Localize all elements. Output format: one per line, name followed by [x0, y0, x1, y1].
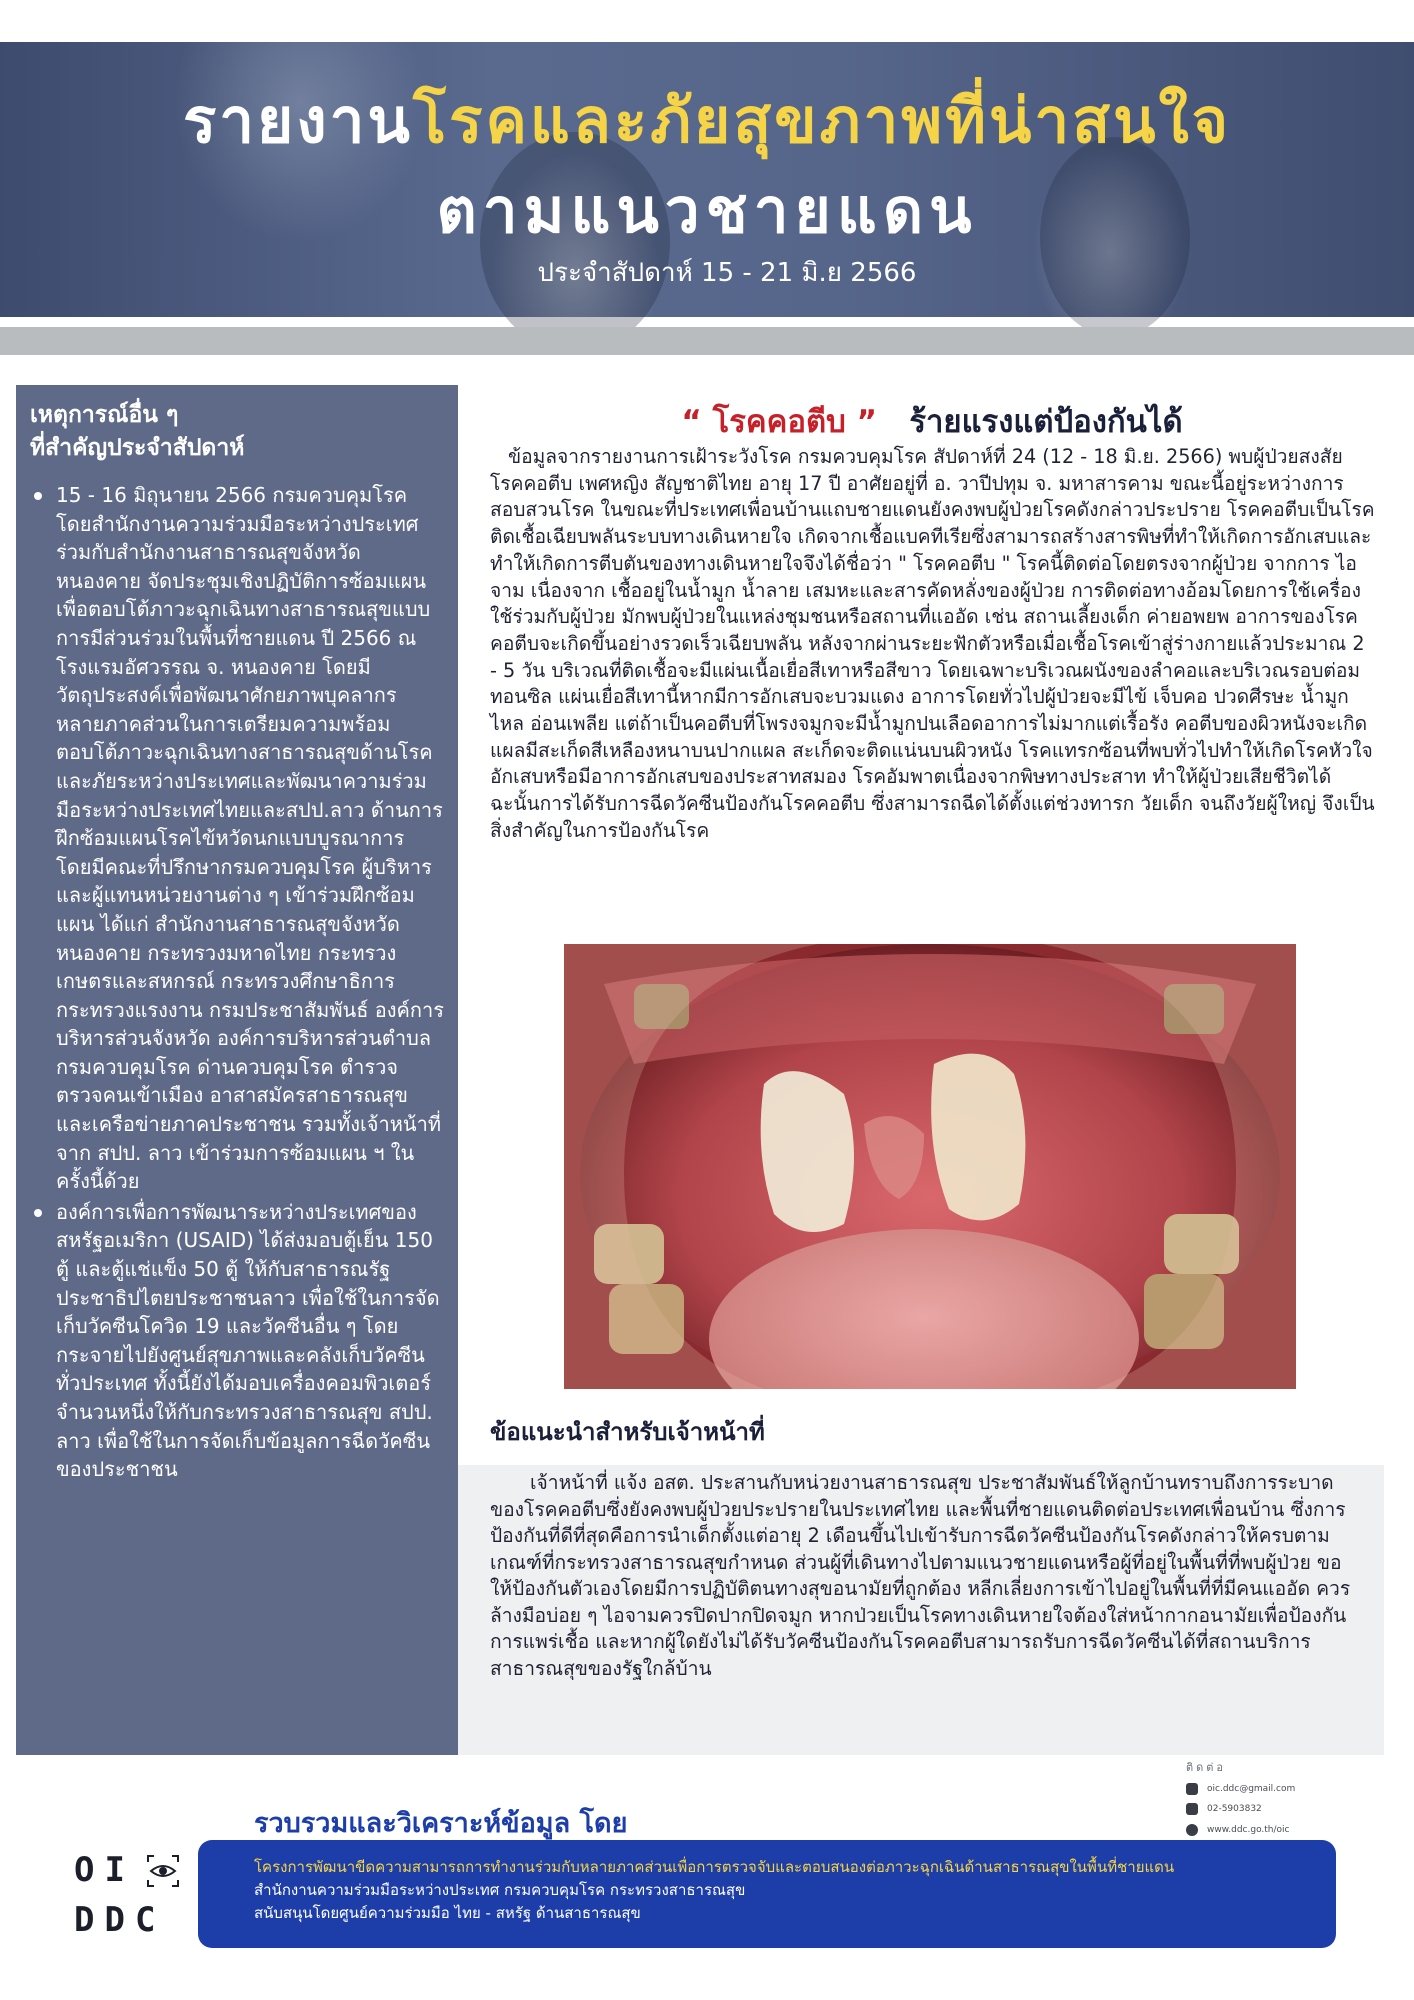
- article-title-tagline: ร้ายแรงแต่ป้องกันได้: [909, 404, 1183, 440]
- header-divider: [0, 327, 1414, 355]
- article-title: [492, 396, 1372, 446]
- compiled-by-heading: รวบรวมและวิเคราะห์ข้อมูล โดย: [254, 1808, 628, 1839]
- contact-email[interactable]: [1186, 1783, 1295, 1795]
- sidebar-title: [30, 399, 444, 465]
- event-item: องค์การเพื่อการพัฒนาระหว่างประเทศของสหรัฐอเมริกา (USAID) ได้ส่งมอบตู้เย็น 150 ตู้ และตู้แช่แข็ง 50 ตู้ ให้กับสาธารณรัฐประชาธิปไตยประชาชนลาว เพื่อใช้ในการจัดเก็บวัคซีนโควิด 19 และวัคซีนอื่น ๆ โดยกระจายไปยังศูนย์สุขภาพและคลังเก็บวัคซีนทั่วประเทศ ทั้งนี้ยังได้มอบเครื่องคอมพิวเตอร์จำนวนหนึ่งให้กับกระทรวงสาธารณสุข สปป. ลาว เพื่อใช้ในการจัดเก็บข้อมูลการฉีดวัคซีนของประชาชน: [30, 1198, 444, 1484]
- contact-phone[interactable]: [1186, 1803, 1262, 1815]
- contact-phone-text: 02-5903832: [1207, 1804, 1262, 1814]
- event-list: [30, 481, 444, 1484]
- org-support-name: สนับสนุนโดยศูนย์ความร่วมมือ ไทย - สหรัฐ ด้านสาธารณสุข: [254, 1904, 641, 1922]
- article-title-disease: “ โรคคอตีบ ”: [681, 404, 877, 440]
- event-item: 15 - 16 มิถุนายน 2566 กรมควบคุมโรค โดยสำนักงานความร่วมมือระหว่างประเทศ ร่วมกับสำนักงานสาธารณสุขจังหวัดหนองคาย จัดประชุมเชิงปฏิบัติการซ้อมแผนเพื่อตอบโต้ภาวะฉุกเฉินทางสาธารณสุขแบบการมีส่วนร่วมในพื้นที่ชายแดน ปี 2566 ณ โรงแรมอัศวรรณ จ. หนองคาย โดยมีวัตถุประสงค์เพื่อพัฒนาศักยภาพบุคลากรหลายภาคส่วนในการเตรียมความพร้อมตอบโต้ภาวะฉุกเฉินทางสาธารณสุขด้านโรคและภัยระหว่างประเทศและพัฒนาความร่วมมือระหว่างประเทศไทยและสปป.ลาว ด้านการฝึกซ้อมแผนโรคไข้หวัดนกแบบบูรณาการ โดยมีคณะที่ปรึกษากรมควบคุมโรค ผู้บริหารและผู้แทนหน่วยงานต่าง ๆ เข้าร่วมฝึกซ้อมแผน ได้แก่ สำนักงานสาธารณสุขจังหวัดหนองคาย กระทรวงมหาดไทย กระทรวงเกษตรและสหกรณ์ กระทรวงศึกษาธิการ กระทรวงแรงงาน กรมประชาสัมพันธ์ องค์การบริหารส่วนจังหวัด องค์การบริหารส่วนตำบล กรมควบคุมโรค ด่านควบคุมโรค ตำรวจตรวจคนเข้าเมือง อาสาสมัครสาธารณสุข และเครือข่ายภาคประชาชน รวมทั้งเจ้าหน้าที่จาก สปป. ลาว เข้าร่วมการซ้อมแผน ฯ ในครั้งนี้ด้วย: [30, 481, 444, 1196]
- report-date: ประจำสัปดาห์ 15 - 21 มิ.ย 2566: [537, 258, 917, 288]
- diphtheria-throat-photo: [564, 944, 1296, 1389]
- report-title: [0, 72, 1414, 170]
- eye-icon: [146, 1854, 180, 1888]
- header-banner: [0, 42, 1414, 317]
- article-body: ข้อมูลจากรายงานการเฝ้าระวังโรค กรมควบคุมโรค สัปดาห์ที่ 24 (12 - 18 มิ.ย. 2566) พบผู้ป่วยสงสัยโรคคอตีบ เพศหญิง สัญชาติไทย อายุ 17 ปี อาศัยอยู่ที่ อ. วาปีปทุม จ. มหาสารคาม ขณะนี้อยู่ระหว่างการสอบสวนโรค ในขณะที่ประเทศเพื่อนบ้านแถบชายแดนยังคงพบผู้ป่วยโรคดังกล่าวประปราย โรคคอตีบเป็นโรคติดเชื้อเฉียบพลันระบบทางเดินหายใจ เกิดจากเชื้อแบคทีเรียซึ่งสามารถสร้างสารพิษที่ทำให้เกิดการอักเสบและทำให้เกิดการตีบตันของทางเดินหายใจจึงได้ชื่อว่า " โรคคอตีบ " โรคนี้ติดต่อโดยตรงจากผู้ป่วย จากการ ไอ จาม เนื่องจาก เชื้ออยู่ในน้ำมูก น้ำลาย เสมหะและสารคัดหลั่งของผู้ป่วย การติดต่อทางอ้อมโดยการใช้เครื่องใช้ร่วมกับผู้ป่วย มักพบผู้ป่วยในแหล่งชุมชนหรือสถานที่แออัด เช่น สถานเลี้ยงเด็ก ค่ายอพยพ อาการของโรคคอตีบจะเกิดขึ้นอย่างรวดเร็วเฉียบพลัน หลังจากผ่านระยะฟักตัวหรือเมื่อเชื้อโรคเข้าสู่ร่างกายแล้วประมาณ 2 - 5 วัน บริเวณที่ติดเชื้อจะมีแผ่นเนื้อเยื่อสีเทาหรือสีขาว โดยเฉพาะบริเวณผนังของลำคอและบริเวณรอบต่อมทอนซิล แผ่นเยื่อสีเทานี้หากมีการอักเสบจะบวมแดง อาการโดยทั่วไปผู้ป่วยจะมีไข้ เจ็บคอ ปวดศีรษะ น้ำมูกไหล อ่อนเพลีย แต่ถ้าเป็นคอตีบที่โพรงจมูกจะมีน้ำมูกปนเลือดอาการไม่มากแต่เรื้อรัง คอตีบของผิวหนังจะเกิดแผลมีสะเก็ดสีเหลืองหนาบนปากแผล สะเก็ดจะติดแน่นบนผิวหนัง โรคแทรกซ้อนที่พบทั่วไปทำให้เกิดโรคหัวใจอักเสบหรือมีอาการอักเสบของประสาทสมอง โรคอัมพาตเนื่องจากพิษทางประสาท ทำให้ผู้ป่วยเสียชีวิตได้ ฉะนั้นการได้รับการฉีดวัคซีนป้องกันโรคคอตีบ ซึ่งสามารถฉีดได้ตั้งแต่ช่วงทารก วัยเด็ก จนถึงวัยผู้ใหญ่ จึงเป็นสิ่งสำคัญในการป้องกันโรค: [490, 445, 1375, 842]
- globe-icon: [1186, 1824, 1198, 1836]
- sidebar-title-line1: เหตุการณ์อื่น ๆ: [30, 402, 179, 428]
- report-title-white: รายงาน: [182, 84, 413, 157]
- phone-icon: [1186, 1803, 1198, 1815]
- sidebar-other-events: [16, 385, 458, 1755]
- contact-website[interactable]: [1186, 1824, 1290, 1836]
- recommendation-body: เจ้าหน้าที่ แจ้ง อสต. ประสานกับหน่วยงานสาธารณสุข ประชาสัมพันธ์ให้ลูกบ้านทราบถึงการระบาดของโรคคอตีบซึ่งยังคงพบผู้ป่วยประปรายในประเทศไทย และพื้นที่ชายแดนติดต่อประเทศเพื่อนบ้าน ซึ่งการป้องกันที่ดีที่สุดคือการนำเด็กตั้งแต่อายุ 2 เดือนขึ้นไปเข้ารับการฉีดวัคซีนป้องกันโรคดังกล่าวให้ครบตามเกณฑ์ที่กระทรวงสาธารณสุขกำหนด ส่วนผู้ที่เดินทางไปตามแนวชายแดนหรือผู้ที่อยู่ในพื้นที่ที่พบผู้ป่วย ขอให้ป้องกันตัวเองโดยมีการปฏิบัติตนทางสุขอนามัยที่ถูกต้อง หลีกเลี่ยงการเข้าไปอยู่ในพื้นที่ที่มีคนแออัด ควรล้างมือบ่อย ๆ ไอจามควรปิดปากปิดจมูก หากป่วยเป็นโรคทางเดินหายใจต้องใส่หน้ากากอนามัยเพื่อป้องกันการแพร่เชื้อ และหากผู้ใดยังไม่ได้รับวัคซีนป้องกันโรคคอตีบสามารถรับการฉีดวัคซีนได้ที่สถานบริการสาธารณสุขของรัฐใกล้บ้าน: [490, 1471, 1351, 1680]
- email-icon: [1186, 1783, 1198, 1795]
- org-office-name: สำนักงานความร่วมมือระหว่างประเทศ กรมควบคุมโรค กระทรวงสาธารณสุข: [254, 1881, 746, 1899]
- recommendation-title: ข้อแนะนำสำหรับเจ้าหน้าที่: [490, 1418, 765, 1446]
- org-project-name: โครงการพัฒนาขีดความสามารถการทำงานร่วมกับหลายภาคส่วนเพื่อการตรวจจับและตอบสนองต่อภาวะฉุกเฉินด้านสาธารณสุขในพื้นที่ชายแดน: [254, 1858, 1175, 1876]
- organization-banner: [198, 1840, 1336, 1948]
- logo-ddc-text: DDC: [74, 1900, 166, 1940]
- sidebar-title-line2: ที่สำคัญประจำสัปดาห์: [30, 435, 245, 461]
- logo-oi-text: OI: [74, 1850, 135, 1890]
- report-subtitle: ตามแนวชายแดน: [436, 174, 978, 247]
- report-title-yellow: โรคและภัยสุขภาพที่น่าสนใจ: [412, 84, 1232, 157]
- throat-illustration: [564, 944, 1296, 1389]
- contact-website-text: www.ddc.go.th/oic: [1207, 1825, 1290, 1835]
- contact-email-text: oic.ddc@gmail.com: [1207, 1784, 1296, 1794]
- contact-label: ติดต่อ: [1186, 1761, 1227, 1774]
